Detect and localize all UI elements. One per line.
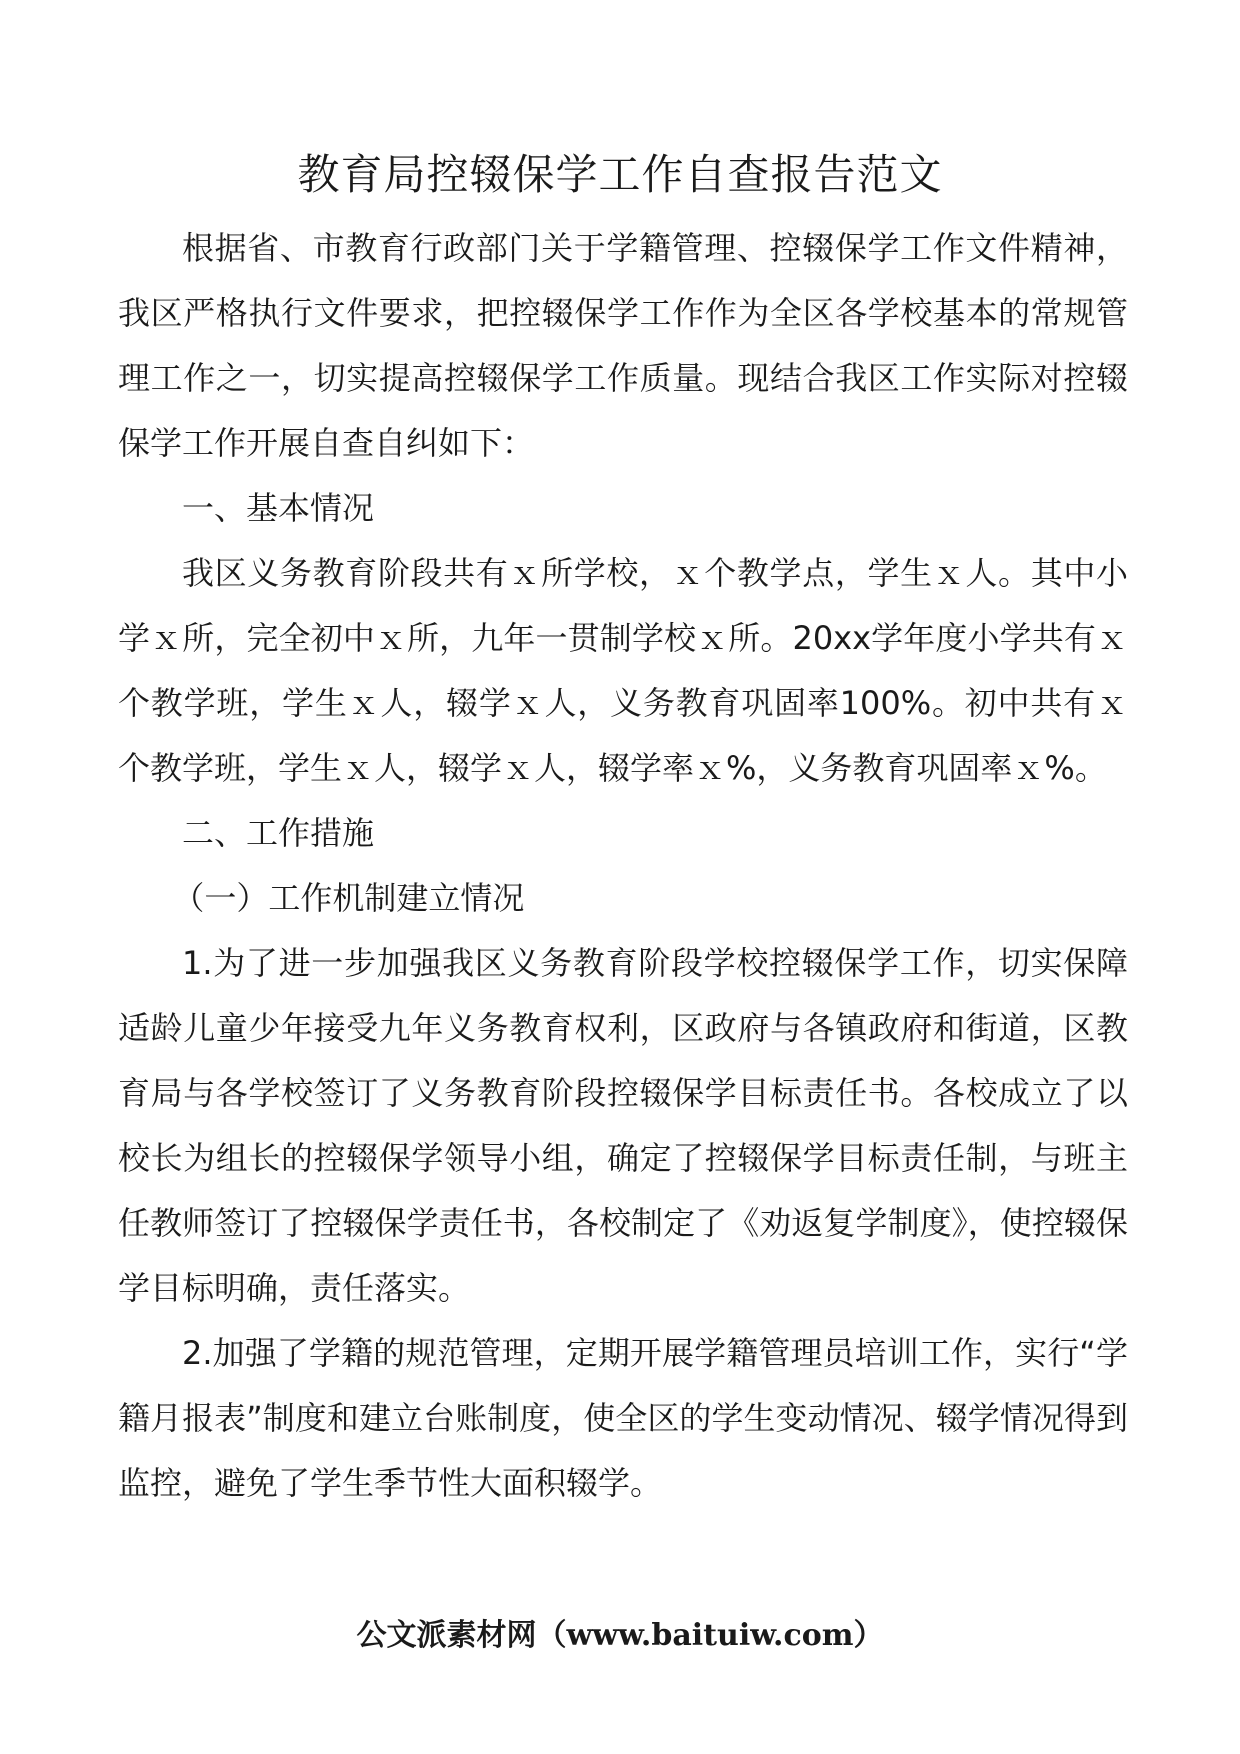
paragraph-item-2: 2.加强了学籍的规范管理，定期开展学籍管理员培训工作，实行“学籍月报表”制度和建立台账制度，使全区的学生变动情况、辍学情况得到监控，避免了学生季节性大面积辍学。 xyxy=(118,1334,1128,1502)
document-title: 教育局控辍保学工作自查报告范文 xyxy=(297,150,943,199)
section-heading-basic-situation: 一、基本情况 xyxy=(182,489,375,527)
subsection-heading-mechanism: （一）工作机制建立情况 xyxy=(172,879,525,917)
paragraph-item-1: 1.为了进一步加强我区义务教育阶段学校控辍保学工作，切实保障适龄儿童少年接受九年义务教育权利，区政府与各镇政府和街道，区教育局与各学校签订了义务教育阶段控辍保学目标责任书。各校成立了以校长为组长的控辍保学领导小组，确定了控辍保学目标责任制，与班主任教师签订了控辍保学责任书，各校制定了《劝返复学制度》，使控辍保学目标明确，责任落实。 xyxy=(118,944,1128,1307)
footer-watermark: 公文派素材网（www.baituiw.com） xyxy=(356,1618,884,1653)
section-heading-work-measures: 二、工作措施 xyxy=(182,814,375,852)
document-body xyxy=(118,216,1128,1516)
paragraph-intro: 根据省、市教育行政部门关于学籍管理、控辍保学工作文件精神，我区严格执行文件要求，把控辍保学工作作为全区各学校基本的常规管理工作之一，切实提高控辍保学工作质量。现结合我区工作实际对控辍保学工作开展自查自纠如下： xyxy=(118,229,1128,462)
paragraph-basic-situation: 我区义务教育阶段共有ｘ所学校，ｘ个教学点，学生ｘ人。其中小学ｘ所，完全初中ｘ所，九年一贯制学校ｘ所。20xx学年度小学共有ｘ个教学班，学生ｘ人，辍学ｘ人，义务教育巩固率100%。初中共有ｘ个教学班，学生ｘ人，辍学ｘ人，辍学率ｘ%，义务教育巩固率ｘ%。 xyxy=(118,554,1128,787)
